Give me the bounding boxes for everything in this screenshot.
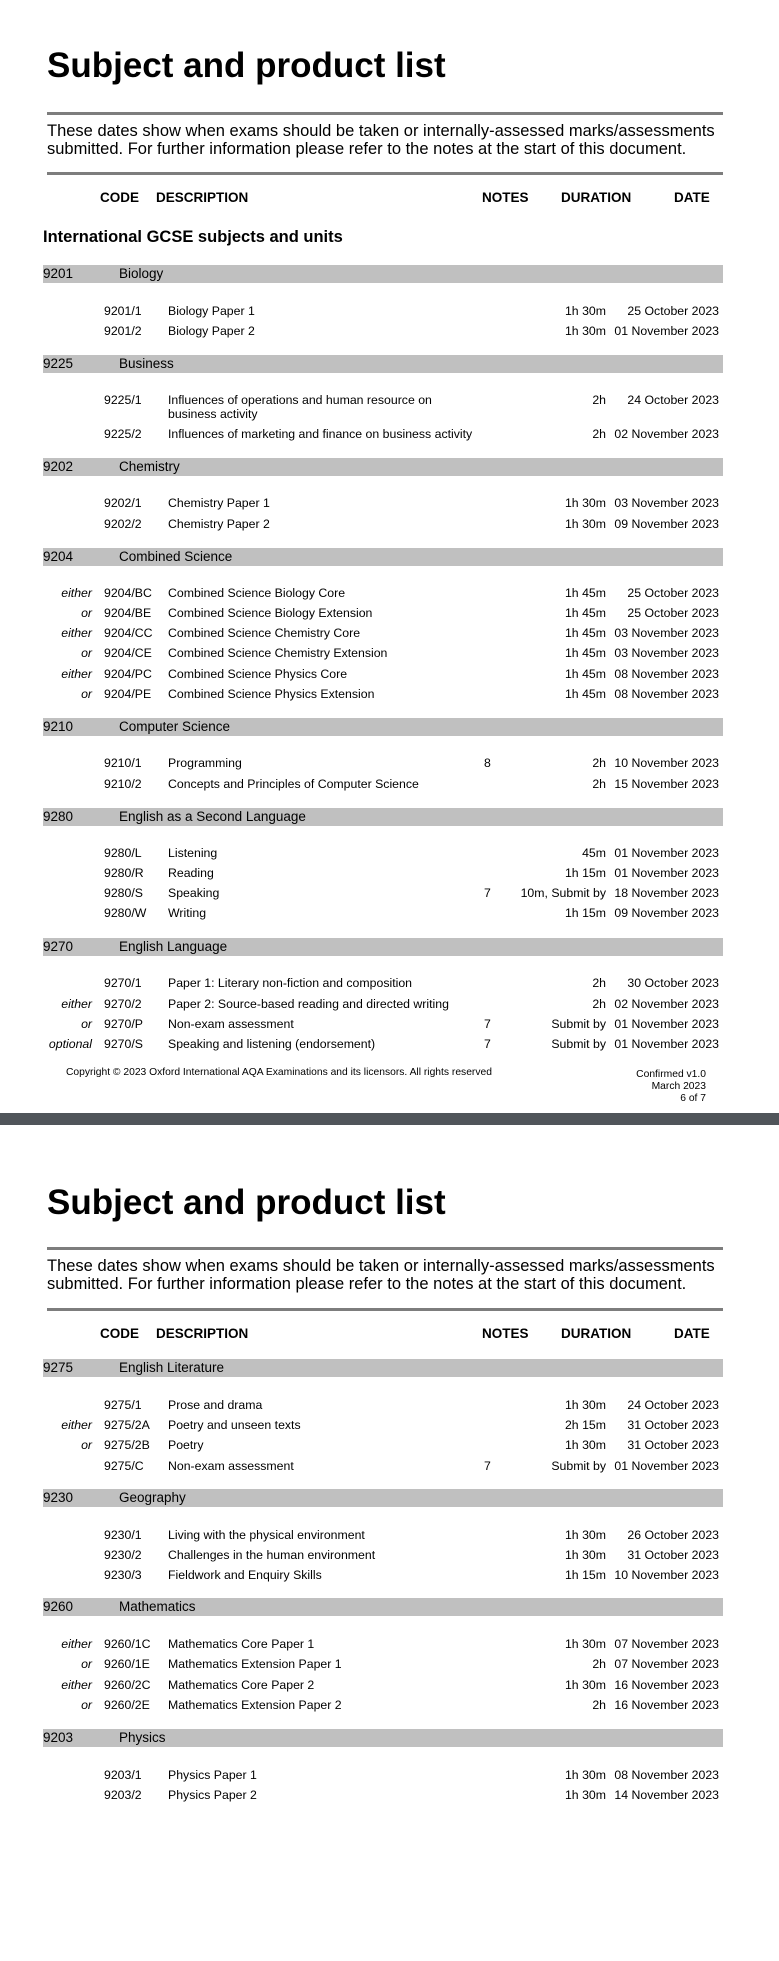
unit-description: Chemistry Paper 1	[168, 496, 270, 510]
unit-code: 9260/2E	[104, 1698, 150, 1712]
unit-code: 9225/2	[104, 427, 142, 441]
unit-date: 01 November 2023	[614, 1017, 719, 1031]
unit-code: 9203/1	[104, 1768, 142, 1782]
unit-date: 01 November 2023	[614, 1459, 719, 1473]
unit-qualifier: either	[61, 626, 92, 640]
unit-code: 9204/PE	[104, 687, 152, 701]
unit-duration: 1h 15m	[564, 906, 606, 920]
subject-name: Mathematics	[119, 1599, 196, 1614]
unit-code: 9210/1	[104, 756, 142, 770]
unit-date: 08 November 2023	[614, 1768, 719, 1782]
subject-code: 9280	[43, 809, 74, 824]
unit-qualifier: either	[61, 997, 92, 1011]
unit-duration: 2h	[592, 1698, 606, 1712]
unit-qualifier: either	[61, 1678, 92, 1692]
page-number: 6 of 7	[680, 1093, 706, 1104]
unit-qualifier: or	[81, 687, 92, 701]
unit-description: Speaking	[168, 886, 220, 900]
unit-duration: 2h 15m	[564, 1418, 606, 1432]
unit-description: Challenges in the human environment	[168, 1548, 376, 1562]
subject-code: 9204	[43, 549, 74, 564]
unit-code: 9210/2	[104, 777, 142, 791]
unit-code: 9203/2	[104, 1788, 142, 1802]
subject-name: Combined Science	[119, 549, 233, 564]
unit-description: Combined Science Chemistry Extension	[168, 646, 388, 660]
unit-code: 9201/2	[104, 324, 142, 338]
unit-notes: 7	[484, 1037, 491, 1051]
unit-notes: 7	[484, 1017, 491, 1031]
unit-duration: 1h 45m	[564, 606, 606, 620]
unit-code: 9275/2A	[104, 1418, 150, 1432]
unit-date: 01 November 2023	[614, 866, 719, 880]
unit-code: 9275/2B	[104, 1438, 150, 1452]
unit-qualifier: or	[81, 646, 92, 660]
subject-band	[43, 938, 723, 956]
unit-qualifier: or	[81, 1698, 92, 1712]
divider	[47, 1308, 723, 1311]
unit-duration: 1h 15m	[564, 866, 606, 880]
unit-qualifier: or	[81, 606, 92, 620]
unit-code: 9260/1E	[104, 1657, 150, 1671]
unit-date: 16 November 2023	[614, 1678, 719, 1692]
unit-duration: 2h	[592, 976, 606, 990]
subject-name: Chemistry	[119, 459, 180, 474]
unit-description: Speaking and listening (endorsement)	[168, 1037, 376, 1051]
unit-description: Fieldwork and Enquiry Skills	[168, 1568, 322, 1582]
unit-description: Mathematics Core Paper 1	[168, 1637, 315, 1651]
unit-date: 09 November 2023	[614, 906, 719, 920]
unit-description: Mathematics Core Paper 2	[168, 1678, 315, 1692]
subject-band	[43, 1729, 723, 1747]
unit-qualifier: or	[81, 1017, 92, 1031]
unit-notes: 8	[484, 756, 491, 770]
divider	[47, 1247, 723, 1250]
unit-date: 08 November 2023	[614, 667, 719, 681]
unit-date: 10 November 2023	[614, 1568, 719, 1582]
unit-description: Listening	[168, 846, 218, 860]
subject-band	[43, 1359, 723, 1377]
subject-band	[43, 458, 723, 476]
unit-duration: 2h	[592, 393, 606, 407]
unit-duration: 2h	[592, 777, 606, 791]
unit-date: 08 November 2023	[614, 687, 719, 701]
subject-code: 9210	[43, 719, 74, 734]
unit-qualifier: or	[81, 1438, 92, 1452]
subject-code: 9260	[43, 1599, 74, 1614]
subject-code: 9275	[43, 1360, 74, 1375]
unit-description: Influences of marketing and finance on business activity	[168, 427, 473, 441]
unit-duration: 1h 45m	[564, 646, 606, 660]
unit-date: 07 November 2023	[614, 1657, 719, 1671]
unit-code: 9202/1	[104, 496, 142, 510]
document-status	[636, 1069, 706, 1105]
unit-date: 31 October 2023	[627, 1438, 719, 1452]
unit-description: Combined Science Biology Core	[168, 586, 346, 600]
unit-date: 09 November 2023	[614, 517, 719, 531]
unit-code: 9270/S	[104, 1037, 143, 1051]
unit-date: 10 November 2023	[614, 756, 719, 770]
subject-band	[43, 548, 723, 566]
unit-date: 03 November 2023	[614, 646, 719, 660]
unit-duration: 1h 45m	[564, 626, 606, 640]
subject-band	[43, 718, 723, 736]
unit-duration: 1h 45m	[564, 667, 606, 681]
unit-code: 9270/2	[104, 997, 142, 1011]
unit-description: Living with the physical environment	[168, 1528, 365, 1542]
issue-date: March 2023	[651, 1081, 706, 1092]
unit-description: Physics Paper 1	[168, 1768, 257, 1782]
unit-duration: 2h	[592, 756, 606, 770]
column-header-notes: NOTES	[482, 1326, 529, 1341]
unit-code: 9204/BE	[104, 606, 152, 620]
unit-duration: 1h 30m	[564, 1788, 606, 1802]
unit-date: 25 October 2023	[627, 586, 719, 600]
unit-duration: 10m, Submit by	[520, 886, 606, 900]
unit-date: 01 November 2023	[614, 846, 719, 860]
unit-date: 03 November 2023	[614, 626, 719, 640]
column-header-duration: DURATION	[561, 190, 632, 205]
unit-date: 15 November 2023	[614, 777, 719, 791]
unit-date: 25 October 2023	[627, 606, 719, 620]
unit-code: 9280/L	[104, 846, 142, 860]
unit-duration: 1h 30m	[564, 517, 606, 531]
unit-description: Paper 1: Literary non-fiction and composition	[168, 976, 413, 990]
page-title: Subject and product list	[47, 1183, 446, 1222]
unit-description: Physics Paper 2	[168, 1788, 257, 1802]
unit-duration: 45m	[582, 846, 606, 860]
unit-code: 9260/1C	[104, 1637, 151, 1651]
unit-duration: Submit by	[551, 1459, 606, 1473]
subject-code: 9230	[43, 1490, 74, 1505]
unit-qualifier: either	[61, 667, 92, 681]
unit-description: Combined Science Physics Extension	[168, 687, 375, 701]
subject-code: 9270	[43, 939, 74, 954]
unit-description: Poetry	[168, 1438, 204, 1452]
unit-qualifier: either	[61, 1637, 92, 1651]
unit-duration: 1h 30m	[564, 1678, 606, 1692]
column-header-duration: DURATION	[561, 1326, 632, 1341]
unit-date: 31 October 2023	[627, 1548, 719, 1562]
subject-band	[43, 355, 723, 373]
unit-code: 9230/1	[104, 1528, 142, 1542]
unit-code: 9204/CC	[104, 626, 153, 640]
unit-date: 30 October 2023	[627, 976, 719, 990]
unit-code: 9204/PC	[104, 667, 152, 681]
section-title: International GCSE subjects and units	[43, 228, 343, 246]
unit-date: 25 October 2023	[627, 304, 719, 318]
subject-band	[43, 808, 723, 826]
subject-name: English Literature	[119, 1360, 225, 1375]
unit-duration: 1h 30m	[564, 324, 606, 338]
unit-duration: 1h 45m	[564, 687, 606, 701]
subject-name: Business	[119, 356, 174, 371]
unit-duration: 1h 30m	[564, 1438, 606, 1452]
unit-description: Biology Paper 2	[168, 324, 255, 338]
unit-duration: 2h	[592, 427, 606, 441]
unit-description: Combined Science Physics Core	[168, 667, 348, 681]
document-page-2	[0, 1125, 779, 1961]
subject-code: 9202	[43, 459, 74, 474]
unit-date: 24 October 2023	[627, 393, 719, 407]
subject-name: English Language	[119, 939, 228, 954]
column-header-notes: NOTES	[482, 190, 529, 205]
unit-duration: 1h 30m	[564, 1637, 606, 1651]
version-label: Confirmed v1.0	[636, 1069, 706, 1080]
unit-code: 9225/1	[104, 393, 142, 407]
subject-name: Physics	[119, 1730, 166, 1745]
unit-duration: Submit by	[551, 1037, 606, 1051]
page-separator	[0, 1113, 779, 1125]
unit-qualifier: either	[61, 1418, 92, 1432]
subject-band	[43, 1489, 723, 1507]
subject-name: Biology	[119, 266, 164, 281]
unit-date: 18 November 2023	[614, 886, 719, 900]
unit-qualifier: either	[61, 586, 92, 600]
unit-description: Writing	[168, 906, 207, 920]
unit-date: 26 October 2023	[627, 1528, 719, 1542]
column-header-date: DATE	[674, 190, 710, 205]
unit-description: Mathematics Extension Paper 1	[168, 1657, 342, 1671]
unit-date: 02 November 2023	[614, 997, 719, 1011]
unit-description: Poetry and unseen texts	[168, 1418, 301, 1432]
unit-duration: 1h 30m	[564, 1528, 606, 1542]
unit-qualifier: optional	[48, 1037, 92, 1051]
subject-name: Computer Science	[119, 719, 231, 734]
unit-duration: Submit by	[551, 1017, 606, 1031]
unit-description: Biology Paper 1	[168, 304, 255, 318]
column-header-code: CODE	[100, 1326, 140, 1341]
unit-date: 31 October 2023	[627, 1418, 719, 1432]
page-title: Subject and product list	[47, 46, 446, 85]
subject-band	[43, 265, 723, 283]
column-header-code: CODE	[100, 190, 140, 205]
unit-code: 9204/BC	[104, 586, 152, 600]
unit-code: 9270/P	[104, 1017, 143, 1031]
unit-description: Prose and drama	[168, 1398, 263, 1412]
subject-name: English as a Second Language	[119, 809, 306, 824]
column-header-date: DATE	[674, 1326, 710, 1341]
unit-duration: 1h 45m	[564, 586, 606, 600]
unit-date: 24 October 2023	[627, 1398, 719, 1412]
unit-code: 9275/1	[104, 1398, 142, 1412]
unit-code: 9230/2	[104, 1548, 142, 1562]
copyright-notice: Copyright © 2023 Oxford International AQA Examinations and its licensors. All rights reserved	[66, 1067, 492, 1078]
subject-code: 9203	[43, 1730, 74, 1745]
subject-name: Geography	[119, 1490, 186, 1505]
unit-description: Non-exam assessment	[168, 1459, 294, 1473]
unit-notes: 7	[484, 1459, 491, 1473]
unit-date: 14 November 2023	[614, 1788, 719, 1802]
unit-qualifier: or	[81, 1657, 92, 1671]
unit-description: Reading	[168, 866, 214, 880]
unit-date: 03 November 2023	[614, 496, 719, 510]
unit-duration: 1h 30m	[564, 304, 606, 318]
column-header-description: DESCRIPTION	[156, 190, 249, 205]
unit-duration: 1h 30m	[564, 1768, 606, 1782]
unit-date: 01 November 2023	[614, 1037, 719, 1051]
unit-code: 9280/R	[104, 866, 144, 880]
unit-description: Influences of operations and human resource on business activity	[168, 393, 432, 421]
unit-date: 01 November 2023	[614, 324, 719, 338]
unit-duration: 2h	[592, 997, 606, 1011]
unit-code: 9230/3	[104, 1568, 142, 1582]
unit-description: Concepts and Principles of Computer Science	[168, 777, 419, 791]
divider	[47, 112, 723, 115]
unit-duration: 1h 30m	[564, 1548, 606, 1562]
unit-description: Programming	[168, 756, 242, 770]
intro-text: These dates show when exams should be taken or internally-assessed marks/assessments submitted. For further information please refer to the notes at the start of this document.	[47, 1257, 715, 1293]
unit-code: 9280/S	[104, 886, 143, 900]
unit-code: 9260/2C	[104, 1678, 151, 1692]
column-header-description: DESCRIPTION	[156, 1326, 249, 1341]
unit-description: Paper 2: Source-based reading and directed writing	[168, 997, 449, 1011]
subject-code: 9201	[43, 266, 74, 281]
divider	[47, 172, 723, 175]
subject-code: 9225	[43, 356, 74, 371]
unit-notes: 7	[484, 886, 491, 900]
unit-duration: 1h 30m	[564, 496, 606, 510]
unit-date: 16 November 2023	[614, 1698, 719, 1712]
unit-description: Mathematics Extension Paper 2	[168, 1698, 342, 1712]
unit-description: Combined Science Biology Extension	[168, 606, 373, 620]
unit-date: 07 November 2023	[614, 1637, 719, 1651]
subject-band	[43, 1598, 723, 1616]
unit-code: 9204/CE	[104, 646, 152, 660]
unit-date: 02 November 2023	[614, 427, 719, 441]
unit-code: 9202/2	[104, 517, 142, 531]
unit-description: Chemistry Paper 2	[168, 517, 270, 531]
unit-description: Non-exam assessment	[168, 1017, 294, 1031]
unit-duration: 2h	[592, 1657, 606, 1671]
unit-code: 9280/W	[104, 906, 147, 920]
unit-code: 9275/C	[104, 1459, 144, 1473]
unit-description: Combined Science Chemistry Core	[168, 626, 361, 640]
unit-duration: 1h 30m	[564, 1398, 606, 1412]
unit-code: 9201/1	[104, 304, 142, 318]
unit-code: 9270/1	[104, 976, 142, 990]
unit-duration: 1h 15m	[564, 1568, 606, 1582]
intro-text: These dates show when exams should be taken or internally-assessed marks/assessments submitted. For further information please refer to the notes at the start of this document.	[47, 122, 715, 158]
